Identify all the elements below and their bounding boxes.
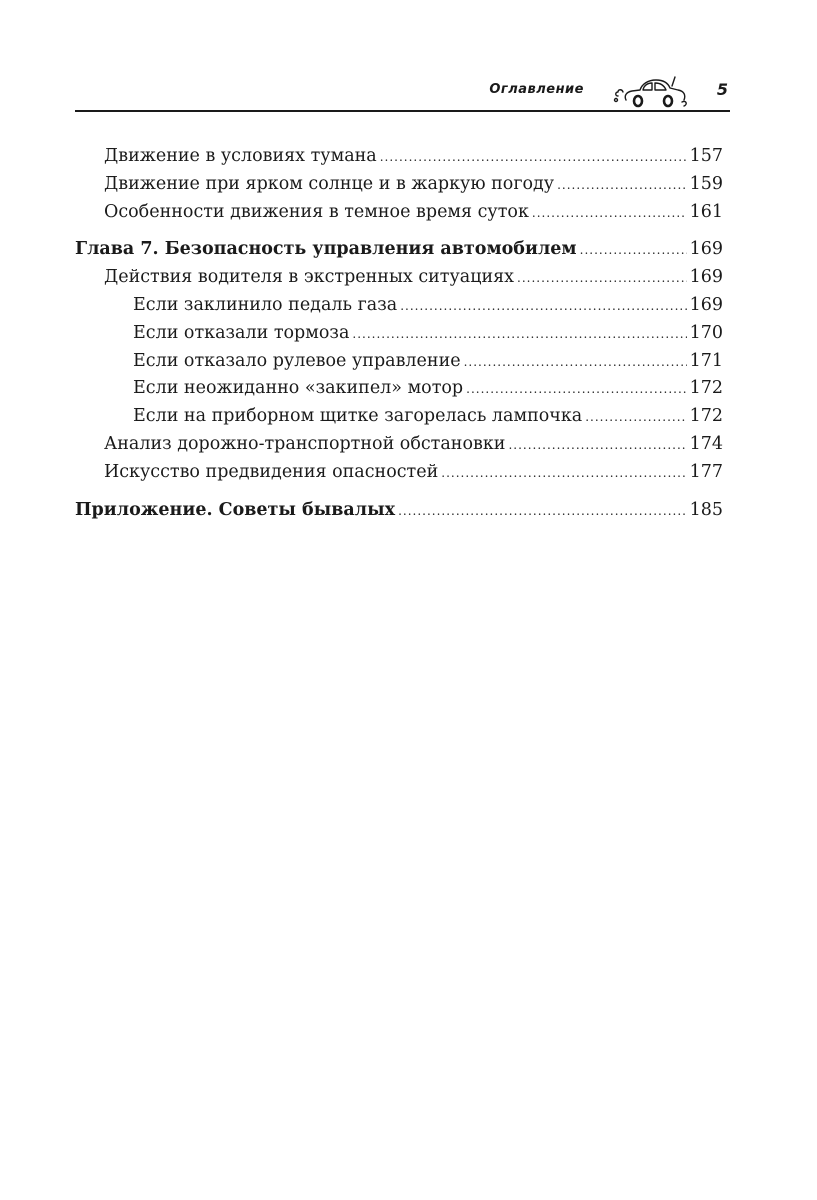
toc-leader-dots [557,172,686,200]
toc-entry-title: Если заклинило педаль газа [133,294,398,315]
toc-subentry[interactable] [75,292,723,320]
toc-appendix-entry[interactable] [75,497,723,525]
toc-entry-title: Действия водителя в экстренных ситуациях [104,267,515,288]
toc-leader-dots [400,293,686,321]
toc-leader-dots [517,265,687,293]
page-number: 5 [716,80,728,99]
toc-leader-dots [585,404,686,432]
toc-subentry[interactable] [75,375,723,403]
toc-entry-title: Движение при ярком солнце и в жаркую погоду [104,173,555,194]
toc-subentry[interactable] [75,348,723,376]
toc-leader-dots [398,498,687,526]
toc-entry-page: 185 [689,499,723,520]
toc-entry-page: 177 [689,461,723,482]
table-of-contents [75,143,723,524]
toc-leader-dots [441,460,686,488]
toc-entry-title: Особенности движения в темное время суток [104,201,529,222]
toc-subentry[interactable] [75,320,723,348]
toc-subentry[interactable] [75,403,723,431]
toc-entry-title: Если на приборном щитке загорелась лампочка [133,406,583,427]
toc-leader-dots [580,237,687,265]
toc-entry-title: Приложение. Советы бывалых [75,499,396,520]
toc-entry-page: 174 [689,433,723,454]
toc-entry-title: Если отказали тормоза [133,322,350,343]
toc-entry-page: 157 [689,146,723,166]
toc-entry-page: 171 [689,350,723,371]
toc-entry-page: 170 [689,322,723,343]
toc-entry-page: 161 [689,201,723,222]
toc-entry-title: Если неожиданно «закипел» мотор [133,378,464,399]
toc-entry[interactable] [75,459,723,487]
toc-entry-title: Анализ дорожно-транспортной обстановки [104,433,506,454]
toc-leader-dots [508,432,686,460]
toc-entry-page: 169 [689,267,723,288]
toc-entry[interactable] [75,143,723,171]
toc-entry-page: 169 [689,294,723,315]
toc-entry-page: 169 [689,239,723,260]
toc-entry-page: 159 [689,173,723,194]
toc-chapter-entry[interactable] [75,236,723,264]
toc-entry-title: Глава 7. Безопасность управления автомобилем [75,239,577,260]
car-doodle-icon [612,74,692,108]
toc-entry-title: Движение в условиях тумана [104,146,377,166]
toc-entry-title: Если отказало рулевое управление [133,350,461,371]
running-head [75,76,730,112]
toc-entry-page: 172 [689,406,723,427]
toc-entry-title: Искусство предвидения опасностей [104,461,439,482]
toc-leader-dots [464,349,687,377]
running-head-title: Оглавление [489,82,584,97]
toc-leader-dots [352,321,686,349]
toc-entry-page: 172 [689,378,723,399]
toc-leader-dots [380,144,687,172]
toc-leader-dots [466,376,686,404]
toc-entry[interactable] [75,431,723,459]
toc-entry[interactable] [75,264,723,292]
toc-entry[interactable] [75,199,723,227]
toc-entry[interactable] [75,171,723,199]
toc-leader-dots [532,200,687,228]
